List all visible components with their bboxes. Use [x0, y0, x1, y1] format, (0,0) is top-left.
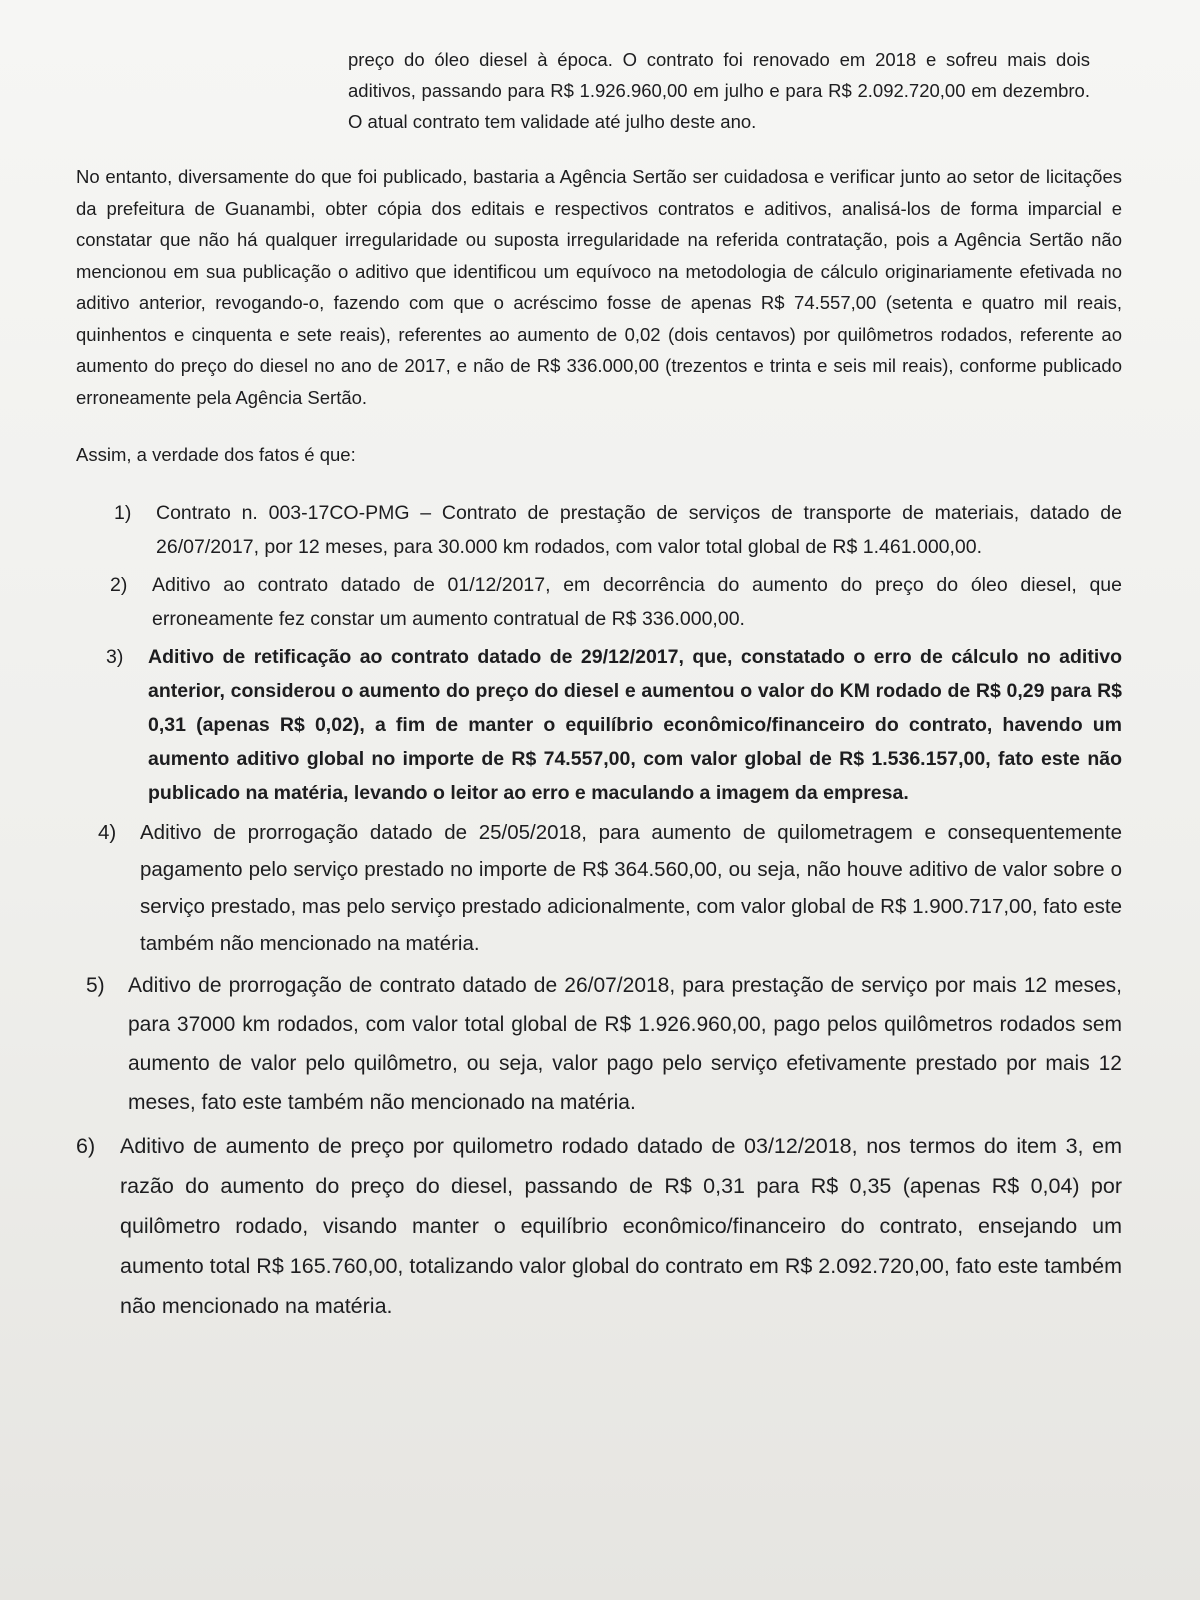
fact-text-2: Aditivo ao contrato datado de 01/12/2017, em decorrência do aumento do preço do óleo diesel, que erroneamente fez constar um aumento contratual de R$ 336.000,00.: [152, 574, 1122, 630]
fact-number-4: 4): [98, 821, 117, 844]
fact-text-3: Aditivo de retificação ao contrato datado de 29/12/2017, que, constatado o erro de cálculo no aditivo anterior, considerou o aumento do preço do diesel e aumentou o valor do KM rodado de R$ 0,29 para R$ 0,31 (apenas R$ 0,02), a fim de manter o equilíbrio econômico/financeiro do contrato, havendo um aumento aditivo global no importe de R$ 74.557,00, com valor global de R$ 1.536.157,00, fato este não publicado na matéria, levando o leitor ao erro e maculando a imagem da empresa.: [148, 646, 1122, 804]
facts-list: [76, 496, 1122, 1326]
fact-item-5: [76, 966, 1122, 1122]
fact-item-6: [76, 1126, 1122, 1326]
fact-number-5: 5): [86, 974, 105, 997]
fact-item-2: [76, 568, 1122, 636]
fact-number-2: 2): [110, 574, 128, 596]
fact-item-1: [76, 496, 1122, 564]
fact-item-3: [76, 640, 1122, 810]
fact-text-6: Aditivo de aumento de preço por quilometro rodado datado de 03/12/2018, nos termos do item 3, em razão do aumento do preço do diesel, passando de R$ 0,31 para R$ 0,35 (apenas R$ 0,04) por quilômetro rodado, visando manter o equilíbrio econômico/financeiro do contrato, ensejando um aumento total R$ 165.760,00, totalizando valor global do contrato em R$ 2.092.720,00, fato este também não mencionado na matéria.: [120, 1134, 1122, 1318]
facts-lead-text: Assim, a verdade dos fatos é que:: [76, 444, 356, 465]
fact-number-1: 1): [114, 502, 132, 524]
fact-text-4: Aditivo de prorrogação datado de 25/05/2018, para aumento de quilometragem e consequentemente pagamento pelo serviço prestado no importe de R$ 364.560,00, ou seja, não houve aditivo de valor sobre o serviço prestado, mas pelo serviço prestado adicionalmente, com valor global de R$ 1.900.717,00, fato este também não mencionado na matéria.: [140, 821, 1122, 955]
fact-text-5: Aditivo de prorrogação de contrato datado de 26/07/2018, para prestação de serviço por mais 12 meses, para 37000 km rodados, com valor total global de R$ 1.926.960,00, pago pelos quilômetros rodados sem aumento de valor pelo quilômetro, ou seja, valor pago pelo serviço efetivamente prestado por mais 12 meses, fato este também não mencionado na matéria.: [128, 974, 1122, 1114]
fact-text-1: Contrato n. 003-17CO-PMG – Contrato de prestação de serviços de transporte de materiais, datado de 26/07/2017, por 12 meses, para 30.000 km rodados, com valor total global de R$ 1.461.000,00.: [156, 502, 1122, 558]
intro-paragraph: preço do óleo diesel à época. O contrato foi renovado em 2018 e sofreu mais dois aditivos, passando para R$ 1.926.960,00 em julho e para R$ 2.092.720,00 em dezembro. O atual contrato tem validade até julho deste ano.: [348, 49, 1090, 132]
body-paragraph: No entanto, diversamente do que foi publicado, bastaria a Agência Sertão ser cuidadosa e verificar junto ao setor de licitações da prefeitura de Guanambi, obter cópia dos editais e respectivos contratos e aditivos, analisá-los de forma imparcial e constatar que não há qualquer irregularidade ou suposta irregularidade na referida contratação, pois a Agência Sertão não mencionou em sua publicação o aditivo que identificou um equívoco na metodologia de cálculo originariamente efetivada no aditivo anterior, revogando-o, fazendo com que o acréscimo fosse de apenas R$ 74.557,00 (setenta e quatro mil reais, quinhentos e cinquenta e sete reais), referentes ao aumento de 0,02 (dois centavos) por quilômetros rodados, referente ao aumento do preço do diesel no ano de 2017, e não de R$ 336.000,00 (trezentos e trinta e seis mil reais), conforme publicado erroneamente pela Agência Sertão.: [76, 166, 1122, 408]
fact-number-3: 3): [106, 646, 124, 668]
fact-number-6: 6): [76, 1134, 96, 1158]
fact-item-4: [76, 814, 1122, 962]
